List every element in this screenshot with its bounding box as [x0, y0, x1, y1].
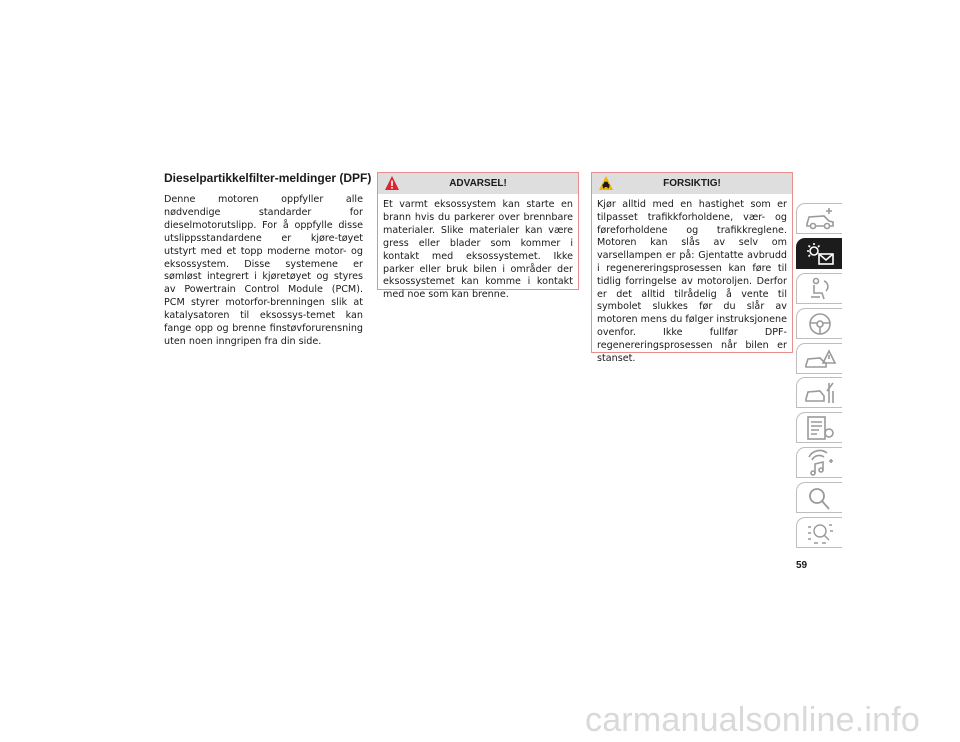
section-body-text: Denne motoren oppfyller alle nødvendige standarder for dieselmotorutslipp. For å oppfylle disse utslippsstandardene er kjøre-tøyet utstyrt med et topp moderne motor- og eksossystem. Disse systemene er sømløst integrert i kjøretøyet og styres av Powertrain Control Module (PCM). PCM styrer motorfor-brenningen slik at katalysatoren til eksossys-temet kan fange opp og brenne finstøvforurensning uten noen inngripen fra din side. — [164, 194, 363, 347]
caution-box-header — [592, 173, 792, 194]
warning-box-title: ADVARSEL! — [449, 178, 507, 189]
warning-box — [377, 172, 579, 301]
tab-index[interactable] — [796, 517, 842, 548]
watermark: carmanualsonline.info — [585, 701, 920, 739]
tab-emergency[interactable] — [796, 343, 842, 374]
tab-search[interactable] — [796, 482, 842, 513]
steering-wheel-icon — [802, 310, 838, 338]
caution-box-text: Kjør alltid med en hastighet som er tilpasset trafikkforholdene, vær- og føreforholdene og trafikkreglene. Motoren kan slås av selv om varsellampen er på: Gjentatte avbrudd i regenereringsprosessen kan føre til tidlig forringelse av motoroljen. Derfor er det alltid tilrådelig å vente til symbolet slukkes før du slår av motoren mens du følger instruksjonene ovenfor. Ikke fullfør DPF-regenereringsprosessen når bilen er stanset. — [597, 199, 787, 364]
specifications-list-icon — [802, 414, 838, 442]
caution-car-icon — [598, 175, 614, 191]
tab-driving[interactable] — [796, 308, 842, 339]
car-service-tools-icon — [802, 379, 838, 407]
caution-box — [591, 172, 793, 364]
index-icon — [802, 519, 838, 547]
car-icon — [802, 205, 838, 233]
multimedia-icon — [802, 449, 838, 477]
dashboard-light-icon — [802, 240, 838, 268]
warning-box-header — [378, 173, 578, 194]
warning-box-text: Et varmt eksossystem kan starte en brann hvis du parkerer over brennbare materialer. Slike materialer kan være gress eller blader som kommer i kontakt med eksossystemet. Ikke parker eller bruk bilen i områder der eksossystemet kan komme i kontakt med noe som kan brenne. — [383, 199, 573, 301]
tab-multimedia[interactable] — [796, 447, 842, 478]
search-icon — [802, 484, 838, 512]
tab-dashboard[interactable] — [796, 238, 842, 269]
warning-triangle-icon — [384, 175, 400, 191]
hazard-car-icon — [802, 345, 838, 373]
tab-specifications[interactable] — [796, 412, 842, 443]
caution-box-title: FORSIKTIG! — [663, 178, 721, 189]
tab-car[interactable] — [796, 203, 842, 234]
airbag-seat-icon — [802, 275, 838, 303]
chapter-tabs — [796, 203, 842, 552]
tab-safety[interactable] — [796, 273, 842, 304]
tab-service[interactable] — [796, 377, 842, 408]
page-number: 59 — [796, 560, 808, 571]
section-heading: Dieselpartikkelfilter-meldinger (DPF) — [164, 171, 372, 185]
